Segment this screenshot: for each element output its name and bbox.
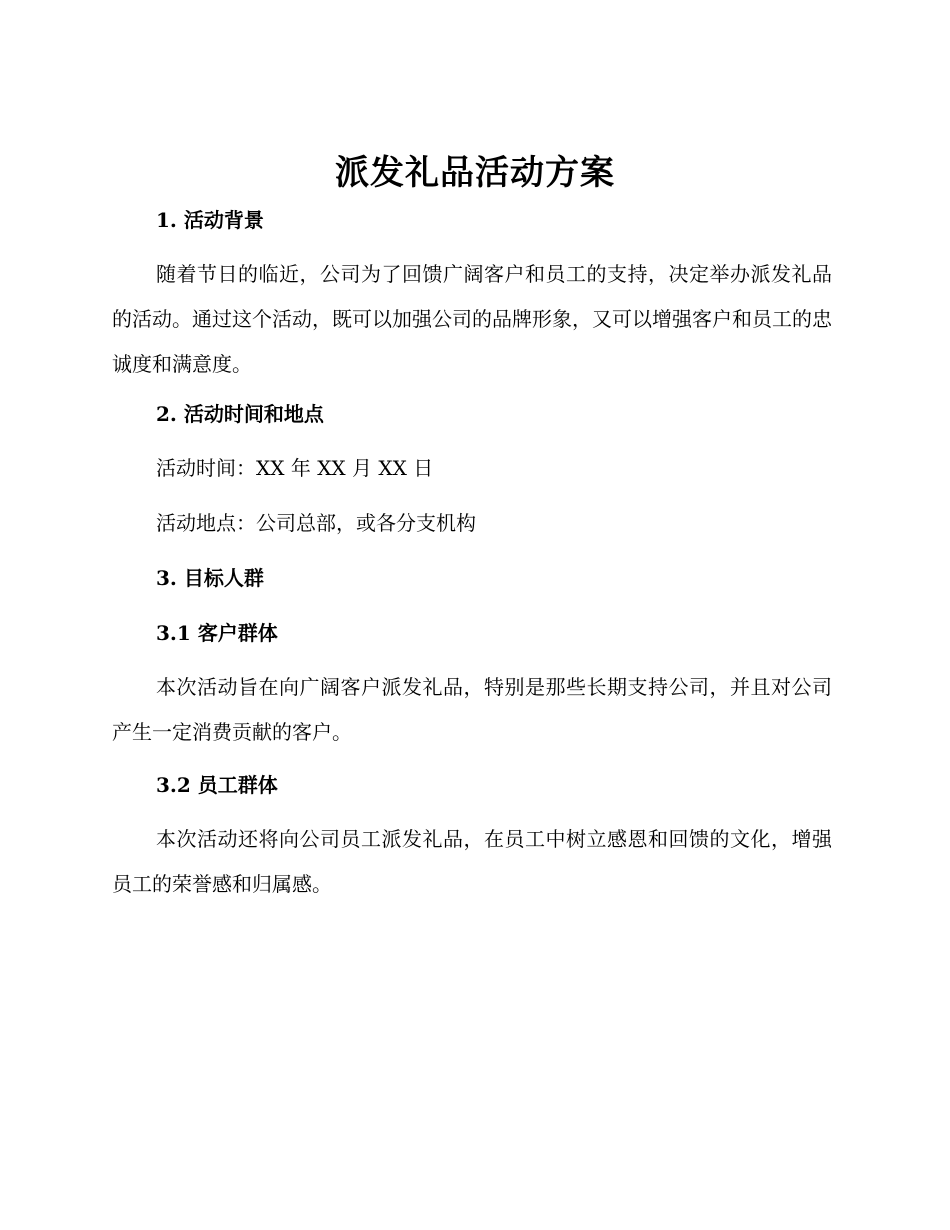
subsection-heading-employees: 3.2 员工群体 xyxy=(156,773,278,797)
subsection-heading-customers: 3.1 客户群体 xyxy=(156,621,278,645)
employees-paragraph: 本次活动还将向公司员工派发礼品，在员工中树立感恩和回馈的文化，增强员工的荣誉感和归属感。 xyxy=(112,827,832,896)
customers-paragraph: 本次活动旨在向广阔客户派发礼品，特别是那些长期支持公司，并且对公司产生一定消费贡献的客户。 xyxy=(112,675,832,744)
background-paragraph: 随着节日的临近，公司为了回馈广阔客户和员工的支持，决定举办派发礼品的活动。通过这个活动，既可以加强公司的品牌形象，又可以增强客户和员工的忠诚度和满意度。 xyxy=(112,262,832,376)
section-heading-background: 1. 活动背景 xyxy=(156,208,264,232)
activity-time-line: 活动时间：XX 年 XX 月 XX 日 xyxy=(156,456,434,480)
section-heading-time-place: 2. 活动时间和地点 xyxy=(156,402,324,426)
activity-place-line: 活动地点：公司总部，或各分支机构 xyxy=(156,511,476,535)
section-heading-target-audience: 3. 目标人群 xyxy=(156,566,264,590)
document-title: 派发礼品活动方案 xyxy=(335,153,615,193)
